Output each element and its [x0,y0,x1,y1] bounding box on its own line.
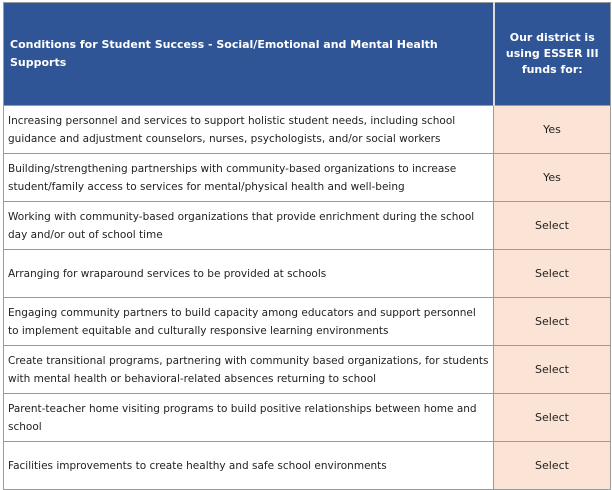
table-row [4,298,611,346]
response-select[interactable]: Select [494,298,611,346]
row-description: Create transitional programs, partnering with community based organizations, for students with mental health or behavioral-related absences returning to school [4,346,494,394]
esser-supports-table [3,2,611,490]
row-description: Increasing personnel and services to support holistic student needs, including school guidance and adjustment counselors, nurses, psychologists, and/or social workers [4,106,494,154]
response-select[interactable]: Select [494,250,611,298]
table-row [4,346,611,394]
table-row [4,154,611,202]
response-select[interactable]: Select [494,442,611,490]
section-title-cell [4,3,494,106]
header-row [4,3,611,106]
row-description: Facilities improvements to create healthy and safe school environments [4,442,494,490]
response-column-header [494,3,611,106]
response-select[interactable]: Yes [494,154,611,202]
table-row [4,106,611,154]
response-select[interactable]: Yes [494,106,611,154]
table-row [4,442,611,490]
row-description: Engaging community partners to build capacity among educators and support personnel to implement equitable and culturally responsive learning environments [4,298,494,346]
row-description: Building/strengthening partnerships with community-based organizations to increase student/family access to services for mental/physical health and well-being [4,154,494,202]
table-row [4,202,611,250]
response-select[interactable]: Select [494,394,611,442]
row-description: Working with community-based organizations that provide enrichment during the school day and/or out of school time [4,202,494,250]
section-title: Conditions for Student Success - Social/Emotional and Mental Health Supports [10,38,438,69]
table-row [4,394,611,442]
row-description: Arranging for wraparound services to be provided at schools [4,250,494,298]
table-row [4,250,611,298]
response-select[interactable]: Select [494,346,611,394]
response-select[interactable]: Select [494,202,611,250]
row-description: Parent-teacher home visiting programs to build positive relationships between home and school [4,394,494,442]
response-column-title: Our district is using ESSER III funds for: [505,31,599,76]
